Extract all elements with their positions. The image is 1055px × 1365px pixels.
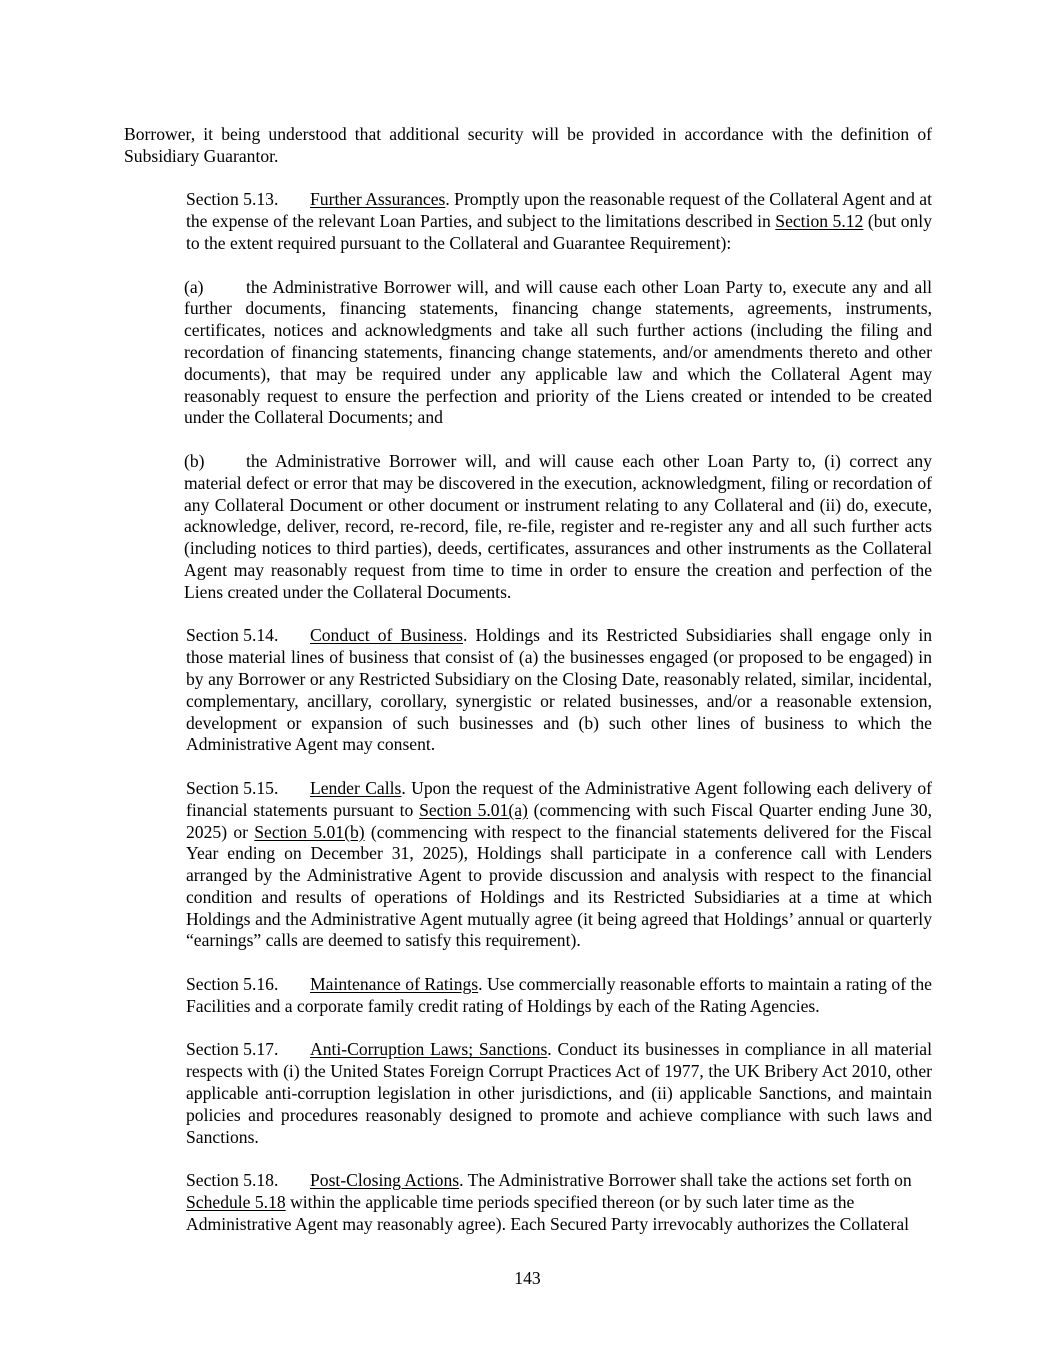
- section-5-15: Section 5.15. Lender Calls. Upon the request of the Administrative Agent following each delivery of financial statements pursuant to Section 5.01(a) (commencing with such Fiscal Quarter ending June 30, 2025) or Section 5.01(b) (commencing with respect to the financial statements delivered for the Fiscal Year ending on December 31, 2025), Holdings shall participate in a conference call with Lenders arranged by the Administrative Agent to provide discussion and analysis with respect to the financial condition and results of operations of Holdings and its Restricted Subsidiaries at a time at which Holdings and the Administrative Agent mutually agree (it being agreed that Holdings’ annual or quarterly “earnings” calls are deemed to satisfy this requirement).: [186, 777, 932, 951]
- document-body: [124, 124, 932, 1236]
- section-5-16: Section 5.16. Maintenance of Ratings. Use commercially reasonable efforts to maintain a rating of the Facilities and a corporate family credit rating of Holdings by each of the Rating Agencies.: [186, 974, 932, 1016]
- cross-reference: Section 5.01(a): [419, 799, 528, 820]
- section-number: Section 5.17.: [186, 1039, 279, 1060]
- cross-reference: Section 5.12: [775, 211, 864, 232]
- clause-a: (a) the Administrative Borrower will, and will cause each other Loan Party to, execute any and all further documents, financing statements, financing change statements, agreements, instruments, certificates, notices and acknowledgments and take all such further actions (including the filing and recordation of financing statements, financing change statements, and/or amendments thereto and other documents), that may be required under any applicable law and which the Collateral Agent may reasonably request to ensure the perfection and priority of the Liens created or intended to be created under the Collateral Documents; and: [184, 276, 932, 428]
- section-title: Post-Closing Actions: [310, 1170, 460, 1191]
- cross-reference: Section 5.01(b): [254, 821, 365, 842]
- section-5-14: Section 5.14. Conduct of Business. Holdings and its Restricted Subsidiaries shall engage only in those material lines of business that consist of (a) the businesses engaged (or proposed to be engaged) in by any Borrower or any Restricted Subsidiary on the Closing Date, reasonably related, similar, incidental, complementary, ancillary, corollary, synergistic or related businesses, and/or a reasonable extension, development or expansion of such businesses and (b) such other lines of business to which the Administrative Agent may consent.: [186, 625, 932, 755]
- cross-reference: Schedule 5.18: [186, 1192, 286, 1213]
- section-title: Conduct of Business: [310, 625, 463, 646]
- section-number: Section 5.13.: [186, 189, 279, 210]
- section-title: Further Assurances: [310, 189, 446, 210]
- intro-paragraph: Borrower, it being understood that additional security will be provided in accordance with the definition of Subsidiary Guarantor.: [124, 124, 932, 166]
- section-title: Lender Calls: [310, 777, 402, 798]
- clause-label: (b): [184, 450, 205, 471]
- section-number: Section 5.15.: [186, 777, 279, 798]
- section-5-13: Section 5.13. Further Assurances. Promptly upon the reasonable request of the Collateral Agent and at the expense of the relevant Loan Parties, and subject to the limitations described in Section 5.12 (but only to the extent required pursuant to the Collateral and Guarantee Requirement):: [186, 189, 932, 253]
- section-number: Section 5.16.: [186, 974, 279, 995]
- section-title: Anti-Corruption Laws; Sanctions: [310, 1039, 548, 1060]
- clause-label: (a): [184, 276, 204, 297]
- section-number: Section 5.14.: [186, 625, 279, 646]
- clause-b: (b) the Administrative Borrower will, and will cause each other Loan Party to, (i) correct any material defect or error that may be discovered in the execution, acknowledgment, filing or recordation of any Collateral Document or other document or instrument relating to any Collateral and (ii) do, execute, acknowledge, deliver, record, re-record, file, re-file, register and re-register any and all such further acts (including notices to third parties), deeds, certificates, assurances and other instruments as the Collateral Agent may reasonably request from time to time in order to ensure the creation and perfection of the Liens created under the Collateral Documents.: [184, 450, 932, 602]
- page-number: 143: [514, 1268, 541, 1288]
- section-5-18: Section 5.18. Post-Closing Actions. The Administrative Borrower shall take the actions set forth on Schedule 5.18 within the applicable time periods specified thereon (or by such later time as the Administrative Agent may reasonably agree). Each Secured Party irrevocably authorizes the Collateral: [186, 1170, 912, 1234]
- section-5-17: Section 5.17. Anti-Corruption Laws; Sanctions. Conduct its businesses in compliance in all material respects with (i) the United States Foreign Corrupt Practices Act of 1977, the UK Bribery Act 2010, other applicable anti-corruption legislation in other jurisdictions, and (ii) applicable Sanctions, and maintain policies and procedures reasonably designed to promote and achieve compliance with such laws and Sanctions.: [186, 1039, 932, 1147]
- section-title: Maintenance of Ratings: [310, 974, 479, 995]
- section-number: Section 5.18.: [186, 1170, 279, 1191]
